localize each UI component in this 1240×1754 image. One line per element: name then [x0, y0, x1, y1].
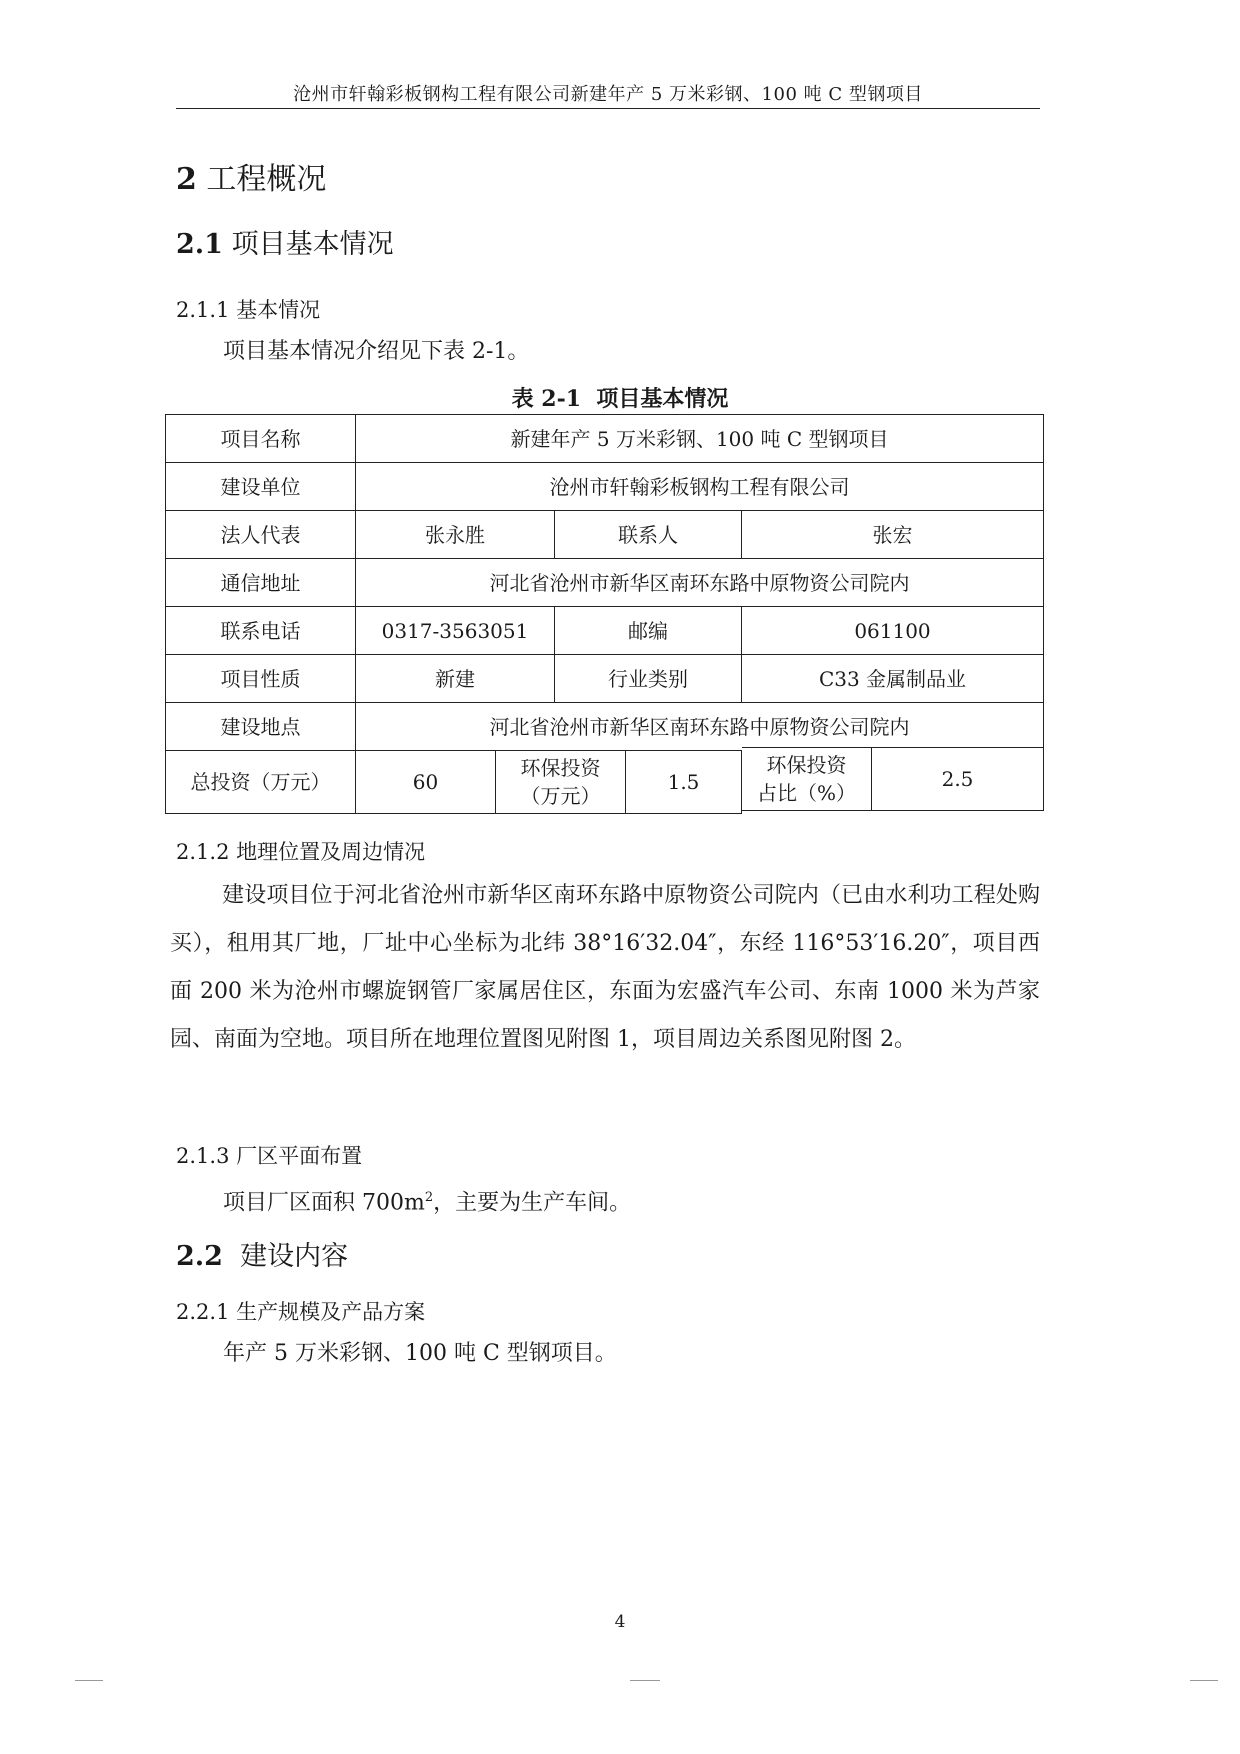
section-number: 2.1 [176, 229, 223, 260]
table-cell-value: 新建 [356, 655, 555, 703]
table-cell-label: 行业类别 [555, 655, 742, 703]
location-paragraph-text: 建设项目位于河北省沧州市新华区南环东路中原物资公司院内（已由水利功工程处购买），租用其厂地，厂址中心坐标为北纬 38°16′32.04″，东经 116°53′16.20″，项目西面 200 米为沧州市螺旋钢管厂家属居住区，东面为宏盛汽车公司、东南 1000 米为芦家园、南面为空地。项目所在地理位置图见附图 1，项目周边关系图见附图 2。 [170, 883, 1040, 1052]
layout-paragraph-text: 项目厂区面积 700m [223, 1190, 425, 1216]
table-cell-label: 联系电话 [166, 607, 356, 655]
cell-line: （万元） [520, 784, 601, 808]
table-title-text: 项目基本情况 [596, 386, 729, 412]
header-rule [176, 108, 1040, 109]
table-cell-value: 1.5 [626, 751, 742, 814]
table-row [166, 559, 1044, 607]
table-cell-value: 0317-3563051 [356, 607, 555, 655]
superscript: 2 [424, 1190, 434, 1205]
table-cell-label [496, 751, 626, 814]
table-cell-label: 邮编 [555, 607, 742, 655]
cell-line: 占比（%） [756, 781, 856, 805]
table-title [0, 382, 1240, 413]
table-cell-value: 张宏 [742, 511, 1044, 559]
subsection-heading-2-1-1: 2.1.1 基本情况 [176, 298, 321, 322]
subsection-heading-2-1-3: 2.1.3 厂区平面布置 [176, 1144, 363, 1168]
table-row [166, 655, 1044, 703]
project-info-table [165, 414, 1044, 814]
table-cell-label: 联系人 [555, 511, 742, 559]
location-paragraph [170, 872, 1040, 1064]
table-cell-value: 2.5 [872, 748, 1044, 811]
table-row [166, 751, 1044, 814]
table-cell-value: 沧州市轩翰彩板钢构工程有限公司 [356, 463, 1044, 511]
cell-line: 环保投资 [520, 756, 601, 780]
section-title: 项目基本情况 [231, 229, 394, 260]
table-cell-label: 项目性质 [166, 655, 356, 703]
section-heading-2-2 [176, 1234, 348, 1273]
table-cell-value: 河北省沧州市新华区南环东路中原物资公司院内 [356, 559, 1044, 607]
chapter-heading [176, 154, 326, 198]
section-number: 2.2 [176, 1241, 223, 1272]
table-row [166, 607, 1044, 655]
table-row [166, 703, 1044, 751]
scan-mark [75, 1680, 103, 1681]
running-header: 沧州市轩翰彩板钢构工程有限公司新建年产 5 万米彩钢、100 吨 C 型钢项目 [293, 84, 923, 105]
chapter-title: 工程概况 [206, 162, 327, 197]
scan-mark [1190, 1680, 1218, 1681]
table-row [166, 463, 1044, 511]
table-cell-value: C33 金属制品业 [742, 655, 1044, 703]
subsection-heading-2-1-2: 2.1.2 地理位置及周边情况 [176, 840, 426, 864]
subsection-heading-2-2-1: 2.2.1 生产规模及产品方案 [176, 1300, 426, 1324]
layout-paragraph-text-end: ，主要为生产车间。 [433, 1190, 632, 1216]
table-cell-label: 建设单位 [166, 463, 356, 511]
section-heading-2-1 [176, 222, 394, 261]
page-number: 4 [614, 1612, 626, 1632]
table-cell-label: 通信地址 [166, 559, 356, 607]
table-cell-value: 张永胜 [356, 511, 555, 559]
table-cell-value: 河北省沧州市新华区南环东路中原物资公司院内 [356, 703, 1044, 751]
intro-paragraph: 项目基本情况介绍见下表 2-1。 [223, 339, 530, 364]
scan-mark [630, 1680, 660, 1681]
table-cell-value: 061100 [742, 607, 1044, 655]
table-cell-label: 法人代表 [166, 511, 356, 559]
production-paragraph: 年产 5 万米彩钢、100 吨 C 型钢项目。 [223, 1341, 617, 1366]
section-title: 建设内容 [240, 1241, 349, 1272]
table-row [166, 511, 1044, 559]
table-cell-value: 新建年产 5 万米彩钢、100 吨 C 型钢项目 [356, 415, 1044, 463]
layout-paragraph [223, 1174, 631, 1227]
table-cell-label: 建设地点 [166, 703, 356, 751]
table-row [166, 415, 1044, 463]
cell-line: 环保投资 [766, 753, 847, 777]
chapter-number: 2 [176, 162, 197, 197]
table-title-number: 表 2-1 [511, 386, 582, 412]
table-cell-label: 项目名称 [166, 415, 356, 463]
table-cell-value: 60 [356, 751, 496, 814]
table-cell-label: 总投资（万元） [166, 751, 356, 814]
